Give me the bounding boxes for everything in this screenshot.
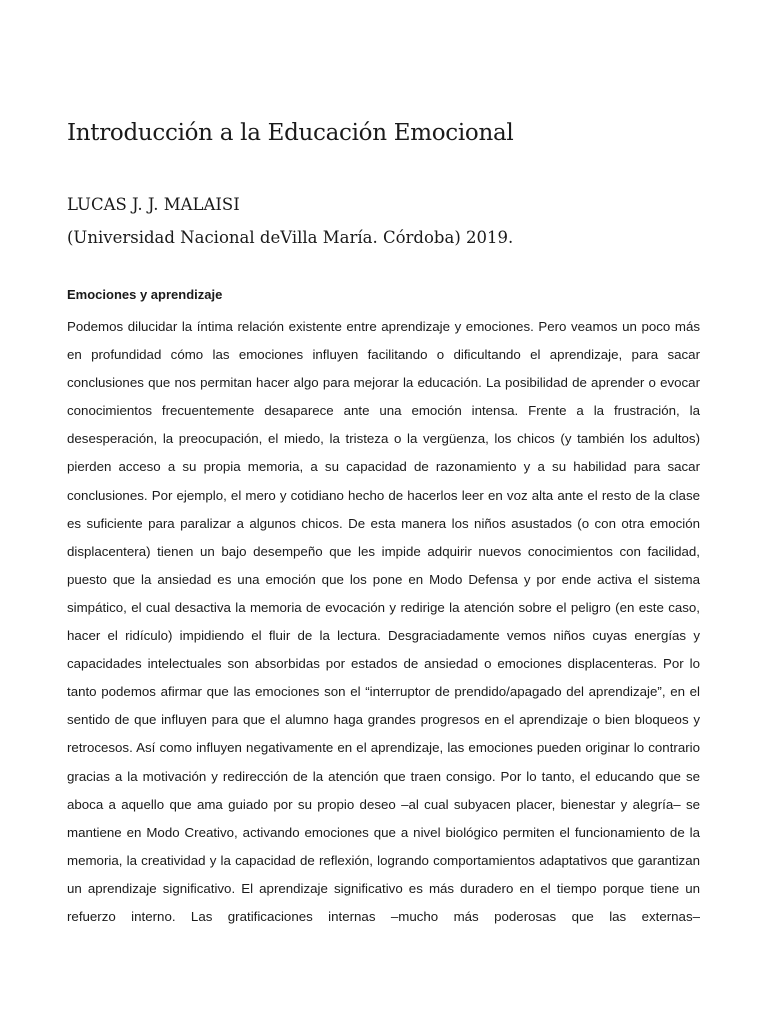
section-heading: Emociones y aprendizaje — [67, 287, 223, 302]
author-name: LUCAS J. J. MALAISI — [67, 195, 240, 214]
body-paragraph: Podemos dilucidar la íntima relación existente entre aprendizaje y emociones. Pero veamos un poco más en profundidad cómo las emociones influyen facilitando o dificultando el aprendizaje, para sacar conclusiones que nos permitan hacer algo para mejorar la educación. La posibilidad de aprender o evocar conocimientos frecuentemente desaparece ante una emoción intensa. Frente a la frustración, la desesperación, la preocupación, el miedo, la tristeza o la vergüenza, los chicos (y también los adultos) pierden acceso a su propia memoria, a su capacidad de razonamiento y a su habilidad para sacar conclusiones. Por ejemplo, el mero y cotidiano hecho de hacerlos leer en voz alta ante el resto de la clase es suficiente para paralizar a algunos chicos. De esta manera los niños asustados (o con otra emoción displacentera) tienen un bajo desempeño que les impide adquirir nuevos conocimientos con facilidad, puesto que la ansiedad es una emoción que los pone en Modo Defensa y por ende activa el sistema simpático, el cual desactiva la memoria de evocación y redirige la atención sobre el peligro (en este caso, hacer el ridículo) impidiendo el fluir de la lectura. Desgraciadamente vemos niños cuyas energías y capacidades intelectuales son absorbidas por estados de ansiedad o emociones displacenteras. Por lo tanto podemos afirmar que las emociones son el “interruptor de prendido/apagado del aprendizaje”, en el sentido de que influyen para que el alumno haga grandes progresos en el aprendizaje o bien bloqueos y retrocesos. Así como influyen negativamente en el aprendizaje, las emociones pueden originar lo contrario gracias a la motivación y redirección de la atención que traen consigo. Por lo tanto, el educando que se aboca a aquello que ama guiado por su propio deseo –al cual subyacen placer, bienestar y alegría– se mantiene en Modo Creativo, activando emociones que a nivel biológico permiten el funcionamiento de la memoria, la creatividad y la capacidad de reflexión, logrando comportamientos adaptativos que garantizan un aprendizaje significativo. El aprendizaje significativo es más duradero en el tiempo porque tiene un refuerzo interno. Las gratificaciones internas –mucho más poderosas que las externas– — [67, 319, 700, 924]
author-affiliation: (Universidad Nacional deVilla María. Córdoba) 2019. — [67, 228, 514, 247]
document-title: Introducción a la Educación Emocional — [67, 120, 514, 146]
